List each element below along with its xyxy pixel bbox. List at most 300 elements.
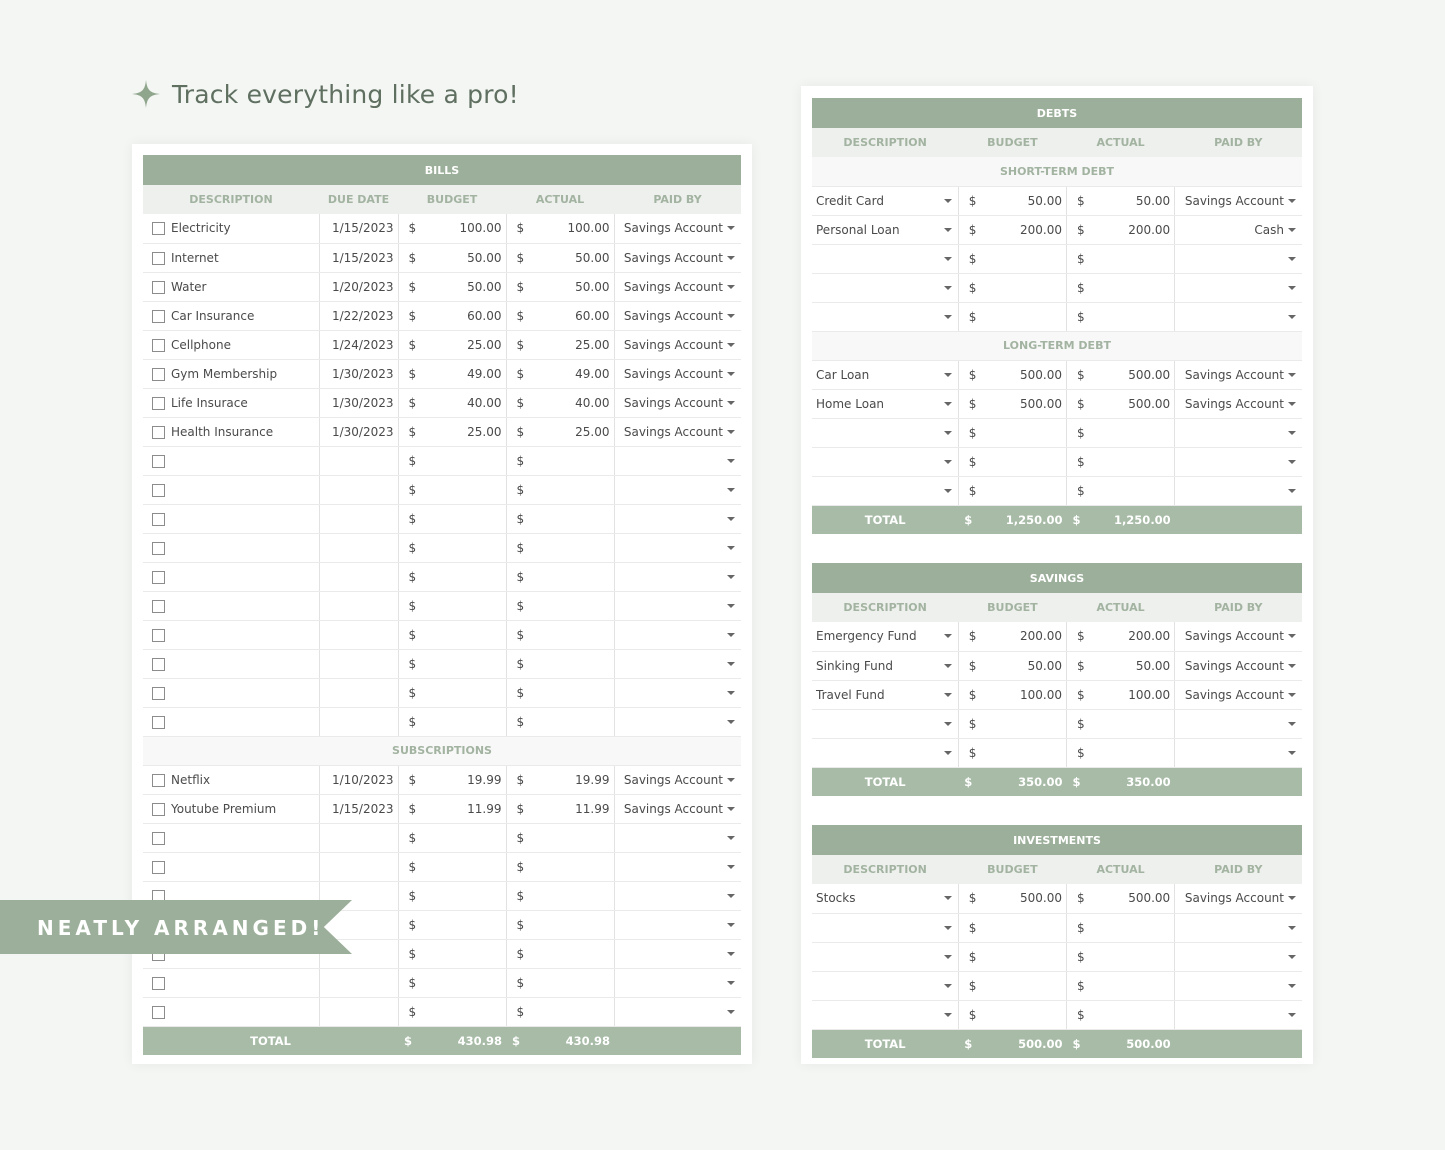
amount-cell[interactable]	[958, 302, 1066, 331]
amount-cell[interactable]	[958, 622, 1066, 651]
short-term-debt-header	[812, 157, 1302, 186]
checkbox[interactable]	[152, 861, 165, 874]
paid-by-select[interactable]	[1175, 476, 1302, 505]
chevron-down-icon	[727, 865, 735, 869]
checkbox[interactable]	[152, 222, 165, 235]
amount-cell[interactable]	[1066, 244, 1174, 273]
chevron-down-icon	[727, 952, 735, 956]
currency-sign: $	[408, 859, 417, 874]
table-row	[143, 446, 741, 475]
checkbox[interactable]	[152, 281, 165, 294]
checkbox[interactable]	[152, 513, 165, 526]
due-date-cell[interactable]	[319, 707, 398, 736]
paid-by-select[interactable]	[1175, 389, 1302, 418]
checkbox[interactable]	[152, 455, 165, 468]
amount-cell[interactable]	[506, 301, 614, 330]
amount-cell[interactable]	[506, 417, 614, 446]
paid-by-select[interactable]	[1175, 680, 1302, 709]
description-text	[165, 599, 171, 613]
due-date-cell[interactable]	[319, 533, 398, 562]
description-cell[interactable]	[143, 301, 319, 330]
description-select[interactable]	[812, 302, 958, 331]
amount-cell[interactable]	[958, 447, 1066, 476]
amount-cell[interactable]	[398, 591, 506, 620]
amount-cell[interactable]	[398, 272, 506, 301]
paid-by-select[interactable]	[1175, 884, 1302, 913]
description-cell[interactable]	[143, 678, 319, 707]
amount-cell[interactable]	[398, 910, 506, 939]
amount-cell[interactable]	[398, 533, 506, 562]
amount-value: 11.99	[467, 801, 502, 816]
amount-cell[interactable]	[398, 562, 506, 591]
paid-by-select[interactable]	[1175, 709, 1302, 738]
amount-cell[interactable]	[506, 504, 614, 533]
description-select[interactable]	[812, 884, 958, 913]
amount-cell[interactable]	[1066, 1000, 1174, 1029]
description-cell[interactable]	[143, 388, 319, 417]
amount-cell[interactable]	[1066, 273, 1174, 302]
checkbox[interactable]	[152, 252, 165, 265]
chevron-down-icon	[727, 517, 735, 521]
paid-by-select[interactable]	[1175, 244, 1302, 273]
description-cell[interactable]	[143, 214, 319, 243]
currency-sign: $	[968, 425, 977, 440]
paid-by-select[interactable]	[1175, 1000, 1302, 1029]
amount-cell[interactable]	[506, 214, 614, 243]
description-text	[165, 976, 171, 990]
description-cell[interactable]	[143, 562, 319, 591]
due-date-cell[interactable]: 1/30/2023	[319, 359, 398, 388]
amount-value: 50.00	[1027, 658, 1062, 673]
due-date-cell[interactable]	[319, 852, 398, 881]
chevron-down-icon	[944, 489, 952, 493]
currency-sign: $	[968, 454, 977, 469]
total-label: TOTAL	[812, 505, 958, 534]
amount-cell[interactable]	[398, 881, 506, 910]
description-text	[165, 686, 171, 700]
amount-cell[interactable]	[398, 214, 506, 243]
description-select[interactable]	[812, 186, 958, 215]
currency-sign: $	[516, 598, 525, 613]
description-cell[interactable]	[143, 417, 319, 446]
amount-cell[interactable]	[1066, 680, 1174, 709]
amount-cell[interactable]	[958, 913, 1066, 942]
currency-sign: $	[1072, 512, 1081, 527]
chevron-down-icon	[727, 633, 735, 637]
amount-cell[interactable]	[398, 359, 506, 388]
paid-by-select[interactable]	[1175, 942, 1302, 971]
description-text: Water	[171, 279, 207, 294]
description-cell[interactable]	[143, 272, 319, 301]
amount-cell[interactable]	[1066, 622, 1174, 651]
due-date-cell[interactable]	[319, 649, 398, 678]
column-header: DESCRIPTION	[812, 593, 958, 622]
description-select[interactable]	[812, 913, 958, 942]
currency-sign: $	[516, 511, 525, 526]
amount-cell[interactable]	[506, 997, 614, 1026]
due-date-cell[interactable]	[319, 823, 398, 852]
checkbox[interactable]	[152, 368, 165, 381]
amount-cell[interactable]	[1066, 389, 1174, 418]
amount-cell[interactable]	[958, 738, 1066, 767]
amount-cell[interactable]	[958, 476, 1066, 505]
amount-cell[interactable]	[398, 243, 506, 272]
amount-cell[interactable]	[398, 765, 506, 794]
amount-cell[interactable]	[958, 215, 1066, 244]
amount-cell[interactable]	[506, 446, 614, 475]
amount-cell[interactable]	[506, 591, 614, 620]
checkbox[interactable]	[152, 687, 165, 700]
amount-cell[interactable]	[958, 651, 1066, 680]
currency-sign: $	[1076, 629, 1085, 643]
amount-cell[interactable]	[958, 971, 1066, 1000]
due-date-cell[interactable]	[319, 562, 398, 591]
description-cell[interactable]	[143, 504, 319, 533]
chevron-down-icon	[727, 343, 735, 347]
paid-by-select[interactable]	[614, 301, 741, 330]
paid-by-select[interactable]	[614, 330, 741, 359]
description-cell[interactable]	[143, 765, 319, 794]
paid-by-select[interactable]	[614, 678, 741, 707]
amount-cell[interactable]	[398, 939, 506, 968]
paid-by-select[interactable]	[1175, 273, 1302, 302]
amount-cell[interactable]	[398, 852, 506, 881]
paid-by-select[interactable]	[614, 910, 741, 939]
paid-by-select[interactable]	[614, 707, 741, 736]
description-cell[interactable]	[143, 823, 319, 852]
amount-cell[interactable]	[1066, 884, 1174, 913]
amount-cell[interactable]	[398, 330, 506, 359]
due-date-cell[interactable]: 1/15/2023	[319, 794, 398, 823]
amount-cell[interactable]	[506, 243, 614, 272]
paid-by-select[interactable]	[1175, 302, 1302, 331]
description-cell[interactable]	[143, 475, 319, 504]
chevron-down-icon	[1288, 1013, 1296, 1017]
description-cell[interactable]	[143, 852, 319, 881]
description-text: Health Insurance	[171, 424, 274, 439]
paid-by-select[interactable]	[1175, 186, 1302, 215]
description-cell[interactable]	[143, 446, 319, 475]
amount-cell[interactable]	[398, 388, 506, 417]
amount-cell[interactable]	[1066, 186, 1174, 215]
currency-sign: $	[968, 891, 977, 905]
due-date-cell[interactable]	[319, 678, 398, 707]
amount-cell[interactable]	[506, 852, 614, 881]
paid-by-select[interactable]	[614, 417, 741, 446]
amount-cell[interactable]	[506, 620, 614, 649]
amount-cell[interactable]	[1066, 215, 1174, 244]
paid-by-select[interactable]	[1175, 215, 1302, 244]
table-row	[143, 533, 741, 562]
paid-by-select[interactable]	[614, 620, 741, 649]
checkbox[interactable]	[152, 774, 165, 787]
paid-by-select[interactable]	[614, 243, 741, 272]
paid-by-select[interactable]	[1175, 622, 1302, 651]
amount-cell[interactable]	[1066, 476, 1174, 505]
paid-by-select[interactable]	[1175, 651, 1302, 680]
amount-cell[interactable]	[506, 649, 614, 678]
amount-value: 50.00	[1027, 193, 1062, 208]
amount-cell[interactable]	[398, 649, 506, 678]
paid-by-value: Savings Account	[623, 395, 723, 410]
savings-title	[812, 563, 1302, 593]
amount-cell[interactable]	[1066, 913, 1174, 942]
paid-by-select[interactable]	[614, 649, 741, 678]
currency-sign: $	[512, 1033, 521, 1048]
amount-cell[interactable]	[398, 301, 506, 330]
currency-sign: $	[1076, 483, 1085, 498]
chevron-down-icon	[944, 926, 952, 930]
amount-cell[interactable]	[958, 418, 1066, 447]
paid-by-select[interactable]	[1175, 738, 1302, 767]
description-select[interactable]	[812, 476, 958, 505]
amount-cell[interactable]	[1066, 418, 1174, 447]
description-select[interactable]	[812, 215, 958, 244]
amount-cell[interactable]	[398, 794, 506, 823]
currency-sign: $	[968, 222, 977, 237]
paid-by-select[interactable]	[1175, 360, 1302, 389]
amount-cell[interactable]	[958, 389, 1066, 418]
paid-by-select[interactable]	[614, 997, 741, 1026]
amount-cell[interactable]	[506, 707, 614, 736]
due-date-cell[interactable]	[319, 504, 398, 533]
amount-cell[interactable]	[506, 475, 614, 504]
description-cell[interactable]	[143, 359, 319, 388]
paid-by-select[interactable]	[1175, 447, 1302, 476]
paid-by-select[interactable]	[614, 591, 741, 620]
amount-cell[interactable]	[1066, 709, 1174, 738]
paid-by-select[interactable]	[614, 852, 741, 881]
due-date-cell[interactable]	[319, 620, 398, 649]
description-select[interactable]	[812, 1000, 958, 1029]
column-header: DESCRIPTION	[812, 128, 958, 157]
amount-cell[interactable]	[958, 884, 1066, 913]
paid-by-select[interactable]	[614, 446, 741, 475]
checkbox[interactable]	[152, 716, 165, 729]
due-date-cell[interactable]: 1/22/2023	[319, 301, 398, 330]
paid-by-select[interactable]	[614, 823, 741, 852]
chevron-down-icon	[727, 604, 735, 608]
checkbox[interactable]	[152, 397, 165, 410]
description-cell[interactable]	[143, 533, 319, 562]
amount-cell[interactable]	[506, 765, 614, 794]
due-date-cell[interactable]	[319, 591, 398, 620]
currency-sign: $	[516, 453, 525, 468]
due-date-cell[interactable]: 1/15/2023	[319, 243, 398, 272]
amount-cell[interactable]	[506, 359, 614, 388]
description-text: Cellphone	[171, 337, 231, 352]
amount-cell[interactable]	[398, 997, 506, 1026]
amount-cell[interactable]	[506, 388, 614, 417]
description-cell[interactable]	[143, 649, 319, 678]
due-date-cell[interactable]: 1/10/2023	[319, 765, 398, 794]
paid-by-select[interactable]	[614, 359, 741, 388]
currency-sign: $	[408, 714, 417, 729]
paid-by-select[interactable]	[614, 939, 741, 968]
amount-cell[interactable]	[1066, 360, 1174, 389]
amount-cell[interactable]	[398, 417, 506, 446]
description-text	[165, 512, 171, 526]
description-select[interactable]	[812, 360, 958, 389]
amount-cell[interactable]	[506, 272, 614, 301]
paid-by-select[interactable]	[614, 475, 741, 504]
amount-cell[interactable]	[506, 562, 614, 591]
table-row	[812, 942, 1302, 971]
amount-cell[interactable]	[398, 504, 506, 533]
amount-cell[interactable]	[398, 678, 506, 707]
checkbox[interactable]	[152, 426, 165, 439]
description-select[interactable]	[812, 622, 958, 651]
description-select[interactable]	[812, 971, 958, 1000]
due-date-cell[interactable]: 1/15/2023	[319, 214, 398, 243]
paid-by-select[interactable]	[614, 794, 741, 823]
amount-cell[interactable]	[958, 273, 1066, 302]
amount-cell[interactable]	[958, 244, 1066, 273]
description-text: Electricity	[171, 221, 231, 236]
amount-cell[interactable]	[506, 794, 614, 823]
description-cell[interactable]	[143, 330, 319, 359]
currency-sign: $	[1076, 309, 1085, 324]
paid-by-select[interactable]	[1175, 418, 1302, 447]
amount-cell[interactable]	[1066, 302, 1174, 331]
chevron-down-icon	[944, 693, 952, 697]
amount-cell[interactable]	[506, 823, 614, 852]
amount-cell[interactable]	[958, 709, 1066, 738]
due-date-cell[interactable]	[319, 997, 398, 1026]
amount-cell[interactable]	[958, 942, 1066, 971]
long-term-debt-header-label: LONG-TERM DEBT	[812, 331, 1302, 360]
amount-cell[interactable]	[506, 678, 614, 707]
due-date-cell[interactable]: 1/30/2023	[319, 417, 398, 446]
description-cell[interactable]	[143, 794, 319, 823]
amount-cell[interactable]	[506, 910, 614, 939]
paid-by-select[interactable]	[614, 765, 741, 794]
column-header: ACTUAL	[1066, 855, 1174, 884]
column-header: DESCRIPTION	[812, 855, 958, 884]
total-spacer	[1175, 1029, 1302, 1058]
checkbox[interactable]	[152, 339, 165, 352]
amount-cell[interactable]	[958, 186, 1066, 215]
amount-cell[interactable]	[1066, 738, 1174, 767]
currency-sign: $	[408, 946, 417, 961]
paid-by-select[interactable]	[614, 881, 741, 910]
due-date-cell[interactable]: 1/24/2023	[319, 330, 398, 359]
checkbox[interactable]	[152, 977, 165, 990]
amount-value: 500.00	[1128, 367, 1171, 382]
due-date-cell[interactable]	[319, 446, 398, 475]
table-row	[812, 389, 1302, 418]
total-value: 350.00	[1018, 774, 1063, 789]
amount-cell[interactable]	[398, 823, 506, 852]
description-select[interactable]	[812, 738, 958, 767]
description-select[interactable]	[812, 651, 958, 680]
amount-cell[interactable]	[398, 475, 506, 504]
due-date-cell[interactable]	[319, 968, 398, 997]
paid-by-select[interactable]	[614, 214, 741, 243]
amount-cell[interactable]	[398, 446, 506, 475]
amount-cell[interactable]	[1066, 447, 1174, 476]
checkbox[interactable]	[152, 600, 165, 613]
description-select[interactable]	[812, 418, 958, 447]
amount-cell[interactable]	[1066, 942, 1174, 971]
checkbox[interactable]	[152, 542, 165, 555]
amount-cell[interactable]	[958, 360, 1066, 389]
paid-by-select[interactable]	[614, 504, 741, 533]
description-cell[interactable]	[143, 243, 319, 272]
description-text: Youtube Premium	[171, 801, 277, 816]
paid-by-select[interactable]	[614, 272, 741, 301]
description-cell[interactable]	[143, 997, 319, 1026]
due-date-cell[interactable]: 1/30/2023	[319, 388, 398, 417]
amount-cell[interactable]	[1066, 971, 1174, 1000]
checkbox[interactable]	[152, 310, 165, 323]
paid-by-select[interactable]	[614, 968, 741, 997]
paid-by-select[interactable]	[1175, 913, 1302, 942]
description-select[interactable]	[812, 447, 958, 476]
paid-by-select[interactable]	[614, 562, 741, 591]
chevron-down-icon	[1288, 402, 1296, 406]
checkbox[interactable]	[152, 629, 165, 642]
amount-cell[interactable]	[398, 707, 506, 736]
checkbox[interactable]	[152, 803, 165, 816]
paid-by-select[interactable]	[614, 388, 741, 417]
amount-cell[interactable]	[398, 620, 506, 649]
amount-cell[interactable]	[506, 881, 614, 910]
chevron-down-icon	[1288, 286, 1296, 290]
amount-value: 25.00	[467, 337, 502, 352]
description-select[interactable]	[812, 389, 958, 418]
amount-cell[interactable]	[958, 680, 1066, 709]
chevron-down-icon	[1288, 199, 1296, 203]
amount-cell[interactable]	[1066, 651, 1174, 680]
amount-cell[interactable]	[398, 968, 506, 997]
checkbox[interactable]	[152, 658, 165, 671]
chevron-down-icon	[944, 315, 952, 319]
amount-cell[interactable]	[506, 533, 614, 562]
currency-sign: $	[516, 714, 525, 729]
savings-column-headers	[812, 593, 1302, 622]
description-cell[interactable]	[143, 707, 319, 736]
checkbox[interactable]	[152, 832, 165, 845]
amount-cell[interactable]	[506, 939, 614, 968]
description-cell[interactable]	[143, 620, 319, 649]
description-select[interactable]	[812, 680, 958, 709]
amount-value: 200.00	[1128, 222, 1171, 237]
description-cell[interactable]	[143, 591, 319, 620]
table-row	[143, 649, 741, 678]
chevron-down-icon	[1288, 926, 1296, 930]
description-cell[interactable]	[143, 968, 319, 997]
chevron-down-icon	[944, 751, 952, 755]
due-date-cell[interactable]: 1/20/2023	[319, 272, 398, 301]
paid-by-select[interactable]	[614, 533, 741, 562]
amount-cell[interactable]	[506, 330, 614, 359]
amount-cell[interactable]	[958, 1000, 1066, 1029]
checkbox[interactable]	[152, 1006, 165, 1019]
description-select[interactable]	[812, 273, 958, 302]
chevron-down-icon	[727, 226, 735, 230]
total-value: 350.00	[1126, 774, 1171, 789]
bills-column-headers	[143, 185, 741, 214]
checkbox[interactable]	[152, 484, 165, 497]
description-select[interactable]	[812, 709, 958, 738]
amount-cell[interactable]	[506, 968, 614, 997]
checkbox[interactable]	[152, 571, 165, 584]
description-select[interactable]	[812, 244, 958, 273]
description-select[interactable]	[812, 942, 958, 971]
paid-by-select[interactable]	[1175, 971, 1302, 1000]
due-date-cell[interactable]	[319, 475, 398, 504]
